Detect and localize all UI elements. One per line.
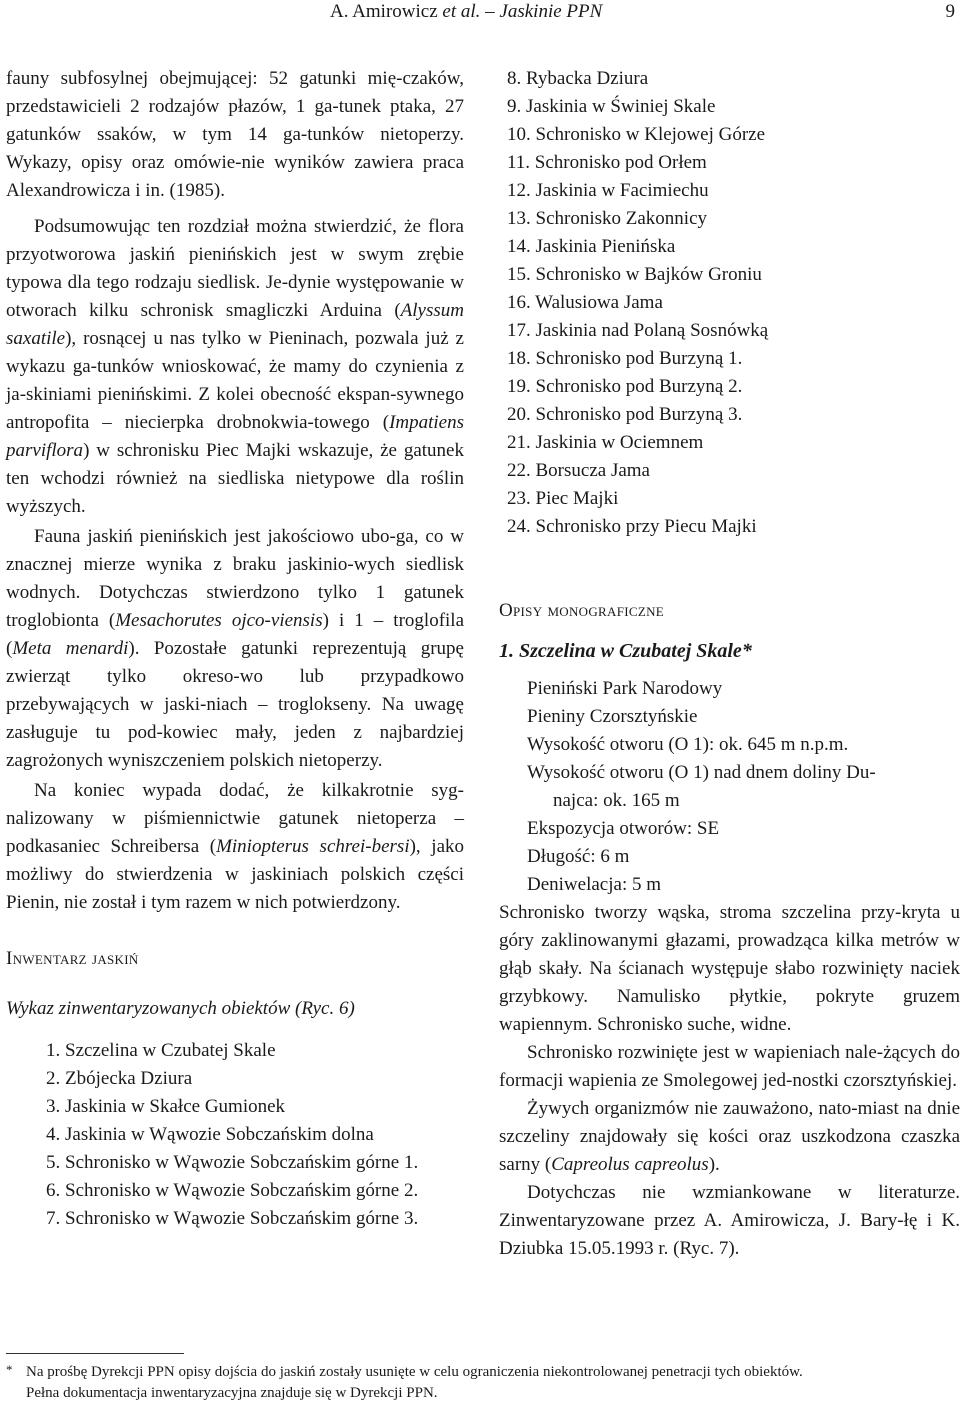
list-item: 8. Rybacka Dziura <box>507 68 649 89</box>
list-item: 19. Schronisko pod Burzyną 2. <box>507 376 743 397</box>
section-heading-monographs: Opisy monograficzne <box>499 600 665 621</box>
list-item: 1. Szczelina w Czubatej Skale <box>46 1040 276 1061</box>
paragraph-description: Schronisko tworzy wąska, stroma szczelina przy-kryta u góry zaklinowanymi głazami, prowadząca kilka metrów w głąb skały. Na ścianach występuje słabo rozwinięty naciek grzybkowy. Namulisko płytkie, pokryte gruzem wapiennym. Schronisko suche, widne. <box>499 902 960 1035</box>
footnote-line: Pełna dokumentacja inwentaryzacyjna znajduje się w Dyrekcji PPN. <box>26 1385 438 1401</box>
list-item: 20. Schronisko pod Burzyną 3. <box>507 404 743 425</box>
list-item: 2. Zbójecka Dziura <box>46 1068 193 1089</box>
paragraph-text: ). <box>708 1154 720 1175</box>
header-authors: A. Amirowicz <box>330 1 438 22</box>
paragraph-fauna-subfossil <box>6 65 464 205</box>
list-item: 14. Jaskinia Pienińska <box>507 236 676 257</box>
running-title <box>330 0 602 24</box>
paragraph-geology: Schronisko rozwinięte jest w wapieniach nale-żących do formacji wapienia ze Smolegowej jed-nostki czorsztyńskiej. <box>499 1042 960 1091</box>
list-item: 12. Jaskinia w Facimiechu <box>507 180 709 201</box>
running-header <box>0 0 960 30</box>
paragraph-text: ) w schronisku Piec Majki wskazuje, że gatunek ten wchodzi również na siedliska nietypowe dla roślin wyższych. <box>6 440 464 517</box>
header-etal: et al. <box>442 1 481 22</box>
inventory-list-left <box>6 1037 464 1233</box>
paragraph-text: Fauna jaskiń pienińskich jest jakościowo ubo-ga, co w znacznej mierze wynika z braku jaskinio-wych siedlisk wodnych. Dotychczas stwierdzono tylko 1 gatunek troglobionta ( <box>6 526 464 631</box>
species-name: Meta menardi <box>12 638 129 659</box>
paragraph-literature: Dotychczas nie wzmiankowane w literaturze. Zinwentaryzowane przez A. Amirowicza, J. Bary-łę i K. Dziubka 15.05.1993 r. (Ryc. 7). <box>499 1182 960 1259</box>
species-name: Alyssum saxatile <box>6 300 464 349</box>
meta-length: Długość: 6 m <box>527 846 630 867</box>
footnote-mark: * <box>6 1362 13 1377</box>
paragraph-text: ), jako możliwy do stwierdzenia w jaskiniach polskich części Pienin, nie został i tym razem w nich potwierdzony. <box>6 836 464 913</box>
species-name: Miniopterus schrei-bersi <box>216 836 410 857</box>
subheading-inventory-list: Wykaz zinwentaryzowanych obiektów (Ryc. 6) <box>6 998 355 1019</box>
meta-text: Wysokość otworu (O 1) nad dnem doliny Du- <box>527 762 876 783</box>
meta-exposure: Ekspozycja otworów: SE <box>527 818 720 839</box>
list-item: 9. Jaskinia w Świniej Skale <box>507 96 716 117</box>
list-item: 13. Schronisko Zakonnicy <box>507 208 708 229</box>
paragraph-text: ), rosnącej u nas tylko w Pieninach, pozwala już z wykazu ga-tunków wnioskować, że mamy do czynienia z ja-skiniami pienińskimi. Z kolei obecność ekspan-sywnego antropofita – niecierpka drobnokwia-towego ( <box>6 328 464 433</box>
inventory-list-right <box>499 65 960 541</box>
list-item: 22. Borsucza Jama <box>507 460 650 481</box>
species-name: Capreolus capreolus <box>551 1154 709 1175</box>
section-heading-inventory: Inwentarz jaskiń <box>6 948 139 969</box>
species-name: Mesachorutes ojco-viensis <box>115 610 323 631</box>
footnote <box>6 1362 960 1404</box>
list-item: 5. Schronisko w Wąwozie Sobczańskim górne 1. <box>46 1152 419 1173</box>
list-item: 10. Schronisko w Klejowej Górze <box>507 124 766 145</box>
list-item: 6. Schronisko w Wąwozie Sobczańskim górne 2. <box>46 1180 419 1201</box>
meta-park: Pieniński Park Narodowy <box>527 678 723 699</box>
paragraph-organisms <box>499 1095 960 1179</box>
list-item: 23. Piec Majki <box>507 488 619 509</box>
meta-altitude: Wysokość otworu (O 1): ok. 645 m n.p.m. <box>527 734 849 755</box>
meta-region: Pieniny Czorsztyńskie <box>527 706 698 727</box>
paragraph-flora-summary <box>6 213 464 521</box>
list-item: 21. Jaskinia w Ociemnem <box>507 432 704 453</box>
list-item: 11. Schronisko pod Orłem <box>507 152 707 173</box>
paragraph-text: Na koniec wypada dodać, że kilkakrotnie syg-nalizowany w piśmiennictwie gatunek nietoperza – podkasaniec Schreibersa ( <box>6 780 464 857</box>
left-column <box>6 65 464 1233</box>
entry-title: 1. Szczelina w Czubatej Skale* <box>499 640 752 662</box>
paragraph-text: Żywych organizmów nie zauważono, nato-miast na dnie szczeliny znajdowały się kości oraz uszkodzona czaszka sarny ( <box>499 1098 960 1175</box>
paragraph-bat-note <box>6 777 464 917</box>
meta-denivelation: Deniwelacja: 5 m <box>527 874 662 895</box>
paragraph-text: fauny subfosylnej obejmującej: 52 gatunki mię-czaków, przedstawicieli 2 rodzajów płazów, 1 ga-tunek ptaka, 27 gatunków ssaków, w tym 14 ga-tunków nietoperzy. Wykazy, opisy oraz omówie-nie wyników zawiera praca Alexandrowicza i in. (1985). <box>6 68 464 201</box>
header-dash: – <box>485 1 495 22</box>
list-item: 4. Jaskinia w Wąwozie Sobczańskim dolna <box>46 1124 374 1145</box>
footnote-rule <box>6 1353 184 1354</box>
list-item: 16. Walusiowa Jama <box>507 292 663 313</box>
meta-text: najca: ok. 165 m <box>553 790 680 811</box>
paragraph-text: Podsumowując ten rozdział można stwierdzić, że flora przyotworowa jaskiń pienińskich jest w swym zrębie typowa dla tego rodzaju siedlisk. Je-dynie występowanie w otworach kilku schronisk smagliczki Arduina ( <box>6 216 464 321</box>
paragraph-fauna-summary <box>6 523 464 775</box>
list-item: 15. Schronisko w Bajków Groniu <box>507 264 762 285</box>
list-item: 24. Schronisko przy Piecu Majki <box>507 516 757 537</box>
header-journal: Jaskinie PPN <box>499 1 603 22</box>
species-name: Impatiens parviflora <box>6 412 464 461</box>
page-number: 9 <box>945 1 955 22</box>
paragraph-text: ) i 1 – troglofila ( <box>6 610 465 659</box>
list-item: 18. Schronisko pod Burzyną 1. <box>507 348 743 369</box>
list-item: 17. Jaskinia nad Polaną Sosnówką <box>507 320 769 341</box>
footnote-line: Na prośbę Dyrekcji PPN opisy dojścia do jaskiń zostały usunięte w celu ograniczenia niekontrolowanej penetracji tych obiektów. <box>26 1364 803 1380</box>
paragraph-text: ). Pozostałe gatunki reprezentują grupę zwierząt tylko okreso-wo lub przypadkowo przebywających w jaski-niach – troglokseny. Na uwagę zasługuje tu pod-kowiec mały, jeden z najbardziej zagrożonych wyniszczeniem polskich nietoperzy. <box>6 638 464 771</box>
meta-height-above-valley <box>499 759 960 815</box>
list-item: 3. Jaskinia w Skałce Gumionek <box>46 1096 286 1117</box>
right-column <box>499 65 960 1263</box>
list-item: 7. Schronisko w Wąwozie Sobczańskim górne 3. <box>46 1208 419 1229</box>
